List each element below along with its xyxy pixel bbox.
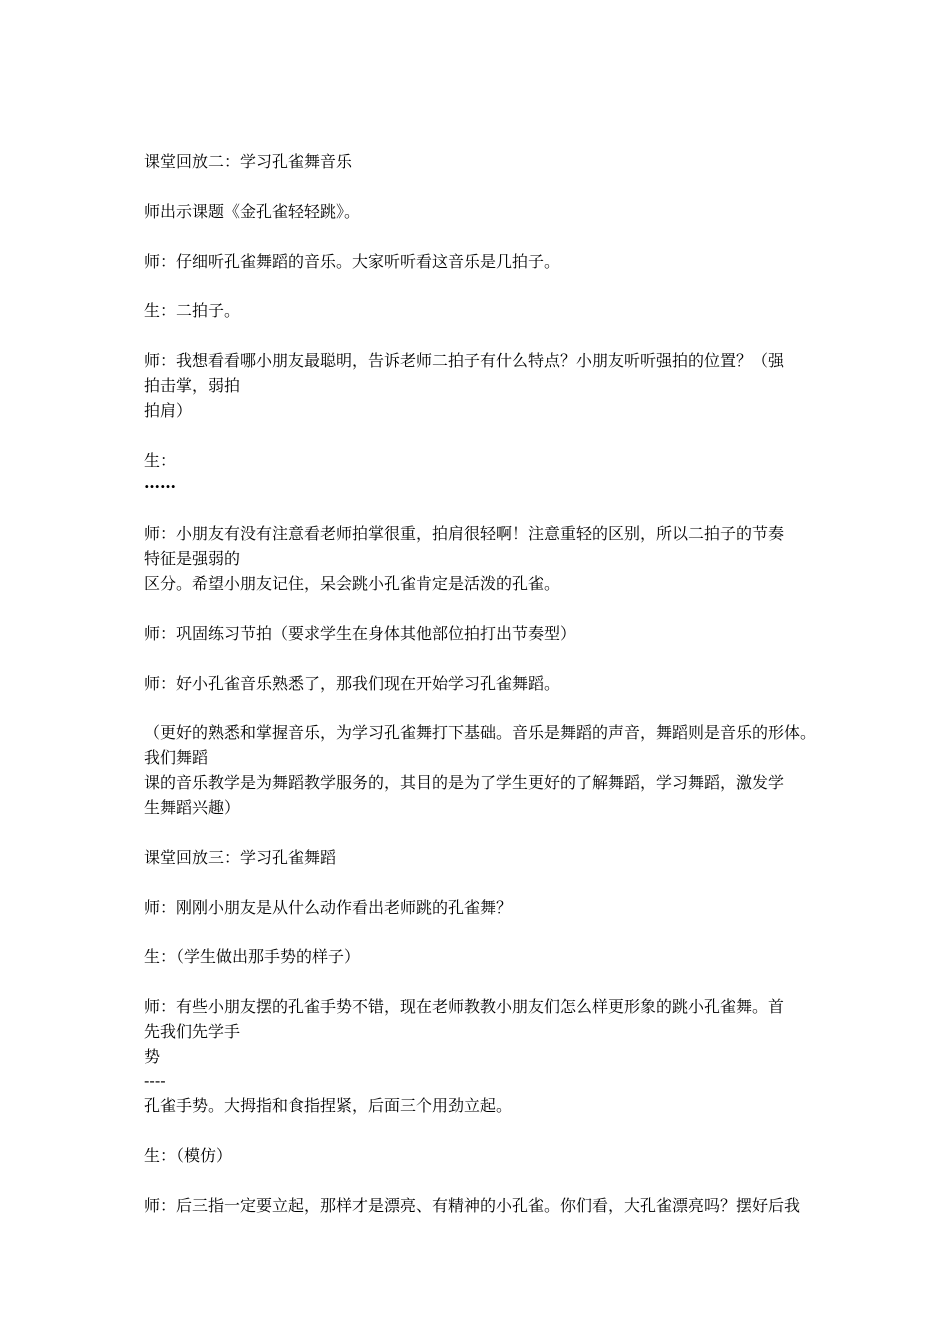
paragraph-line: 拍肩） <box>144 401 193 420</box>
paragraph-line: 生： <box>144 451 177 470</box>
paragraph: 生：二拍子。 <box>144 301 241 320</box>
section-heading: 课堂回放三：学习孔雀舞蹈 <box>144 848 337 867</box>
paragraph-line: 师：后三指一定要立起，那样才是漂亮、有精神的小孔雀。你们看，大孔雀漂亮吗？摆好后我 <box>144 1196 801 1215</box>
paragraph-line: 我们舞蹈 <box>144 748 209 767</box>
paragraph-line: 师：我想看看哪小朋友最聪明，告诉老师二拍子有什么特点？小朋友听听强拍的位置？（强 <box>144 351 785 370</box>
paragraph-line: 特征是强弱的 <box>144 549 241 568</box>
paragraph: 师：仔细听孔雀舞蹈的音乐。大家听听看这音乐是几拍子。 <box>144 252 561 271</box>
paragraph-line: 拍击掌，弱拍 <box>144 376 241 395</box>
paragraph: 生：（学生做出那手势的样子） <box>144 947 361 966</box>
paragraph-line: 师：小朋友有没有注意看老师拍掌很重，拍肩很轻啊！注意重轻的区别，所以二拍子的节奏 <box>144 524 785 543</box>
dash-line: ---- <box>144 1071 166 1090</box>
paragraph-line: 区分。希望小朋友记住，呆会跳小孔雀肯定是活泼的孔雀。 <box>144 574 561 593</box>
paragraph: 生：（模仿） <box>144 1146 233 1165</box>
paragraph-line: 师：有些小朋友摆的孔雀手势不错，现在老师教教小朋友们怎么样更形象的跳小孔雀舞。首 <box>144 997 785 1016</box>
paragraph: 师：刚刚小朋友是从什么动作看出老师跳的孔雀舞？ <box>144 898 513 917</box>
paragraph-line: 生舞蹈兴趣） <box>144 798 241 817</box>
paragraph-line: 势 <box>144 1047 161 1066</box>
paragraph-line: 课的音乐教学是为舞蹈教学服务的，其目的是为了学生更好的了解舞蹈，学习舞蹈，激发学 <box>144 773 785 792</box>
paragraph: 师：巩固练习节拍（要求学生在身体其他部位拍打出节奏型） <box>144 624 577 643</box>
paragraph: 师：好小孔雀音乐熟悉了，那我们现在开始学习孔雀舞蹈。 <box>144 674 561 693</box>
paragraph: 师出示课题《金孔雀轻轻跳》。 <box>144 202 361 221</box>
paragraph-line: 孔雀手势。大拇指和食指捏紧，后面三个用劲立起。 <box>144 1096 513 1115</box>
section-heading: 课堂回放二：学习孔雀舞音乐 <box>144 152 353 171</box>
paragraph-line: 先我们先学手 <box>144 1022 241 1041</box>
ellipsis-line: …… <box>144 473 176 492</box>
paragraph-line: （更好的熟悉和掌握音乐，为学习孔雀舞打下基础。音乐是舞蹈的声音，舞蹈则是音乐的形体。 <box>144 723 817 742</box>
